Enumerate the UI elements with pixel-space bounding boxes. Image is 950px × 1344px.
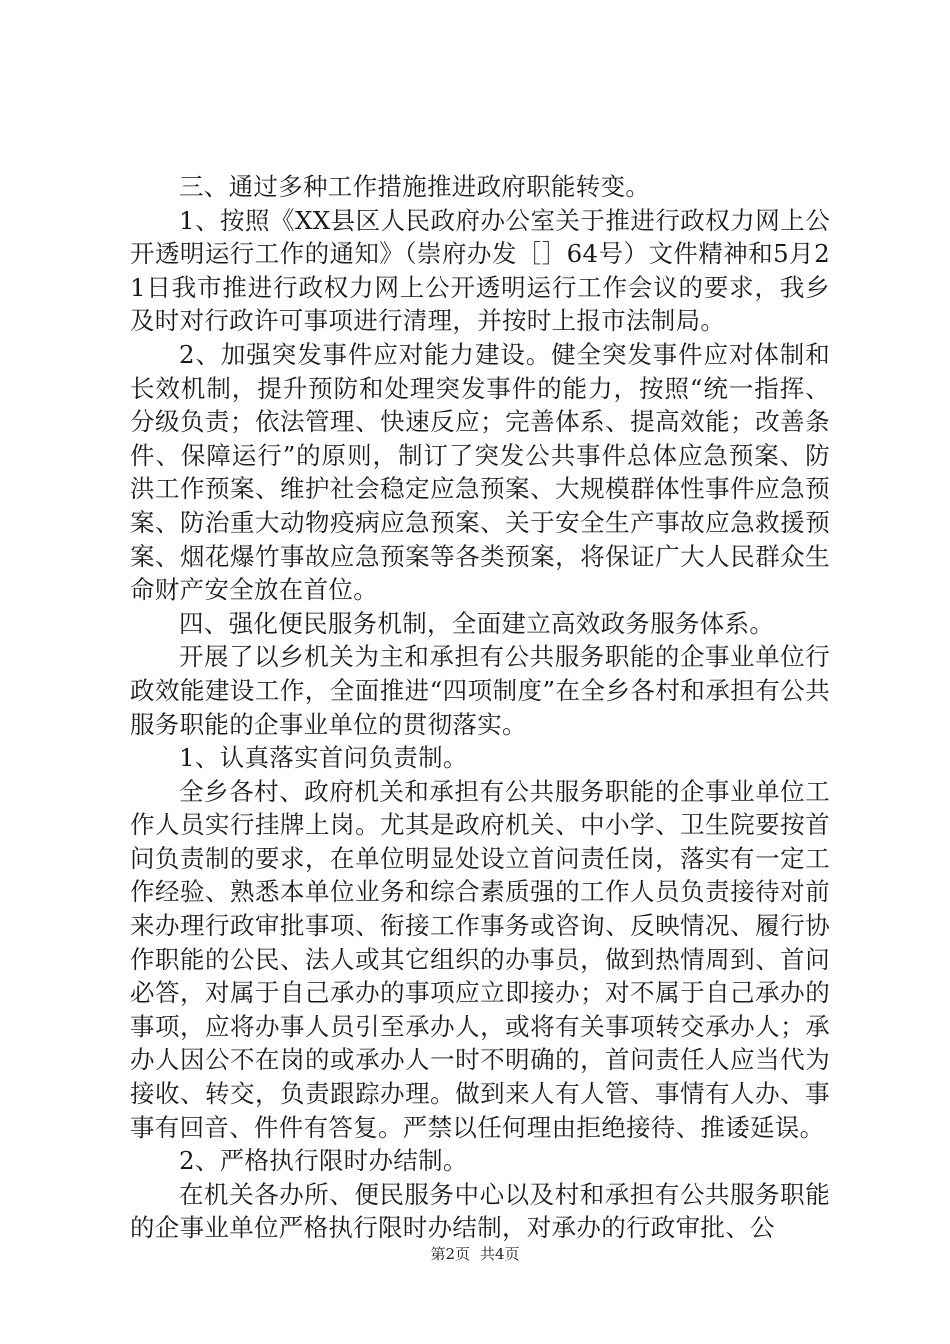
page-number: 第2页 bbox=[430, 1245, 470, 1263]
paragraph-intro: 开展了以乡机关为主和承担有公共服务职能的企事业单位行政效能建设工作，全面推进“四项制度”在全乡各村和承担有公共服务职能的企事业单位的贯彻落实。 bbox=[130, 642, 830, 739]
paragraph-item-2: 2、加强突发事件应对能力建设。健全突发事件应对体制和长效机制，提升预防和处理突发事件的能力，按照“统一指挥、分级负责；依法管理、快速反应；完善体系、提高效能；改善条件、保障运行”的原则，制订了突发公共事件总体应急预案、防洪工作预案、维护社会稳定应急预案、大规模群体性事件应急预案、防治重大动物疫病应急预案、关于安全生产事故应急救援预案、烟花爆竹事故应急预案等各类预案，将保证广大人民群众生命财产安全放在首位。 bbox=[130, 339, 830, 605]
paragraph-time-limit: 在机关各办所、便民服务中心以及村和承担有公共服务职能的企事业单位严格执行限时办结制，对承办的行政审批、公 bbox=[130, 1179, 830, 1243]
document-body bbox=[130, 170, 830, 1245]
subheading-time-limit: 2、严格执行限时办结制。 bbox=[179, 1146, 468, 1176]
paragraph-item-1: 1、按照《XX县区人民政府办公室关于推进行政权力网上公开透明运行工作的通知》（崇府办发［］64号）文件精神和5月21日我市推进行政权力网上公开透明运行工作会议的要求，我乡及时对行政许可事项进行清理，并按时上报市法制局。 bbox=[130, 205, 830, 336]
subheading-first-inquiry: 1、认真落实首问负责制。 bbox=[179, 743, 468, 773]
page-total: 共4页 bbox=[480, 1245, 520, 1263]
page-footer bbox=[0, 1244, 950, 1264]
heading-three: 三、通过多种工作措施推进政府职能转变。 bbox=[179, 172, 651, 201]
heading-four: 四、强化便民服务机制，全面建立高效政务服务体系。 bbox=[179, 608, 775, 638]
paragraph-first-inquiry: 全乡各村、政府机关和承担有公共服务职能的企事业单位工作人员实行挂牌上岗。尤其是政府机关、中小学、卫生院要按首问负责制的要求，在单位明显处设立首问责任岗，落实有一定工作经验、熟悉本单位业务和综合素质强的工作人员负责接待对前来办理行政审批事项、衔接工作事务或咨询、反映情况、履行协作职能的公民、法人或其它组织的办事员，做到热情周到、首问必答，对属于自己承办的事项应立即接办；对不属于自己承办的事项，应将办事人员引至承办人，或将有关事项转交承办人；承办人因公不在岗的或承办人一时不明确的，首问责任人应当代为接收、转交，负责跟踪办理。做到来人有人管、事情有人办、事事有回音、件件有答复。严禁以任何理由拒绝接待、推诿延误。 bbox=[130, 776, 830, 1142]
